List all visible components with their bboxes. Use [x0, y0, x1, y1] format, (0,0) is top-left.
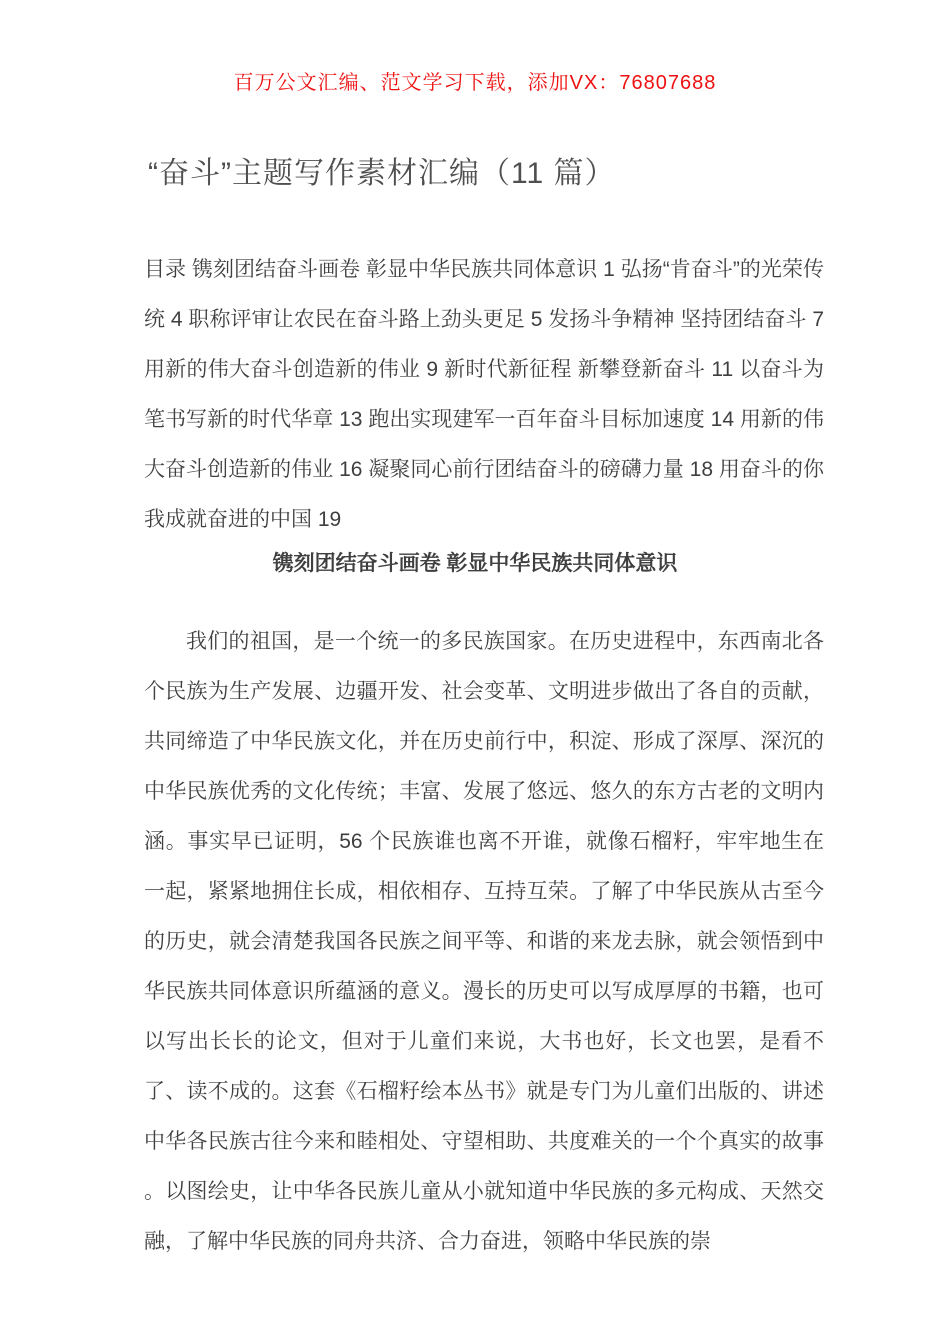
section-heading: 镌刻团结奋斗画卷 彰显中华民族共同体意识: [272, 552, 678, 575]
promo-banner-text: 百万公文汇编、范文学习下载，添加VX：76807688: [233, 72, 717, 94]
body-paragraph: 我们的祖国，是一个统一的多民族国家。在历史进程中，东西南北各个民族为生产发展、边疆开发、社会变革、文明进步做出了各自的贡献，共同缔造了中华民族文化，并在历史前行中，积淀、形成了深厚、深沉的中华民族优秀的文化传统；丰富、发展了悠远、悠久的东方古老的文明内涵。事实早已证明，56 个民族谁也离不开谁，就像石榴籽，牢牢地生在一起，紧紧地拥住长成，相依相存、互持互荣。了解了中华民族从古至今的历史，就会清楚我国各民族之间平等、和谐的来龙去脉，就会领悟到中华民族共同体意识所蕴涵的意义。漫长的历史可以写成厚厚的书籍，也可以写出长长的论文，但对于儿童们来说，大书也好，长文也罢，是看不了、读不成的。这套《石榴籽绘本丛书》就是专门为儿童们出版的、讲述中华各民族古往今来和睦相处、守望相助、共度难关的一个个真实的故事 。以图绘史，让中华各民族儿童从小就知道中华民族的多元构成、天然交融，了解中华民族的同舟共济、合力奋进，领略中华民族的崇: [144, 630, 824, 1253]
table-of-contents: 目录 镌刻团结奋斗画卷 彰显中华民族共同体意识 1 弘扬“肯奋斗”的光荣传统 4 职称评审让农民在奋斗路上劲头更足 5 发扬斗争精神 坚持团结奋斗 7 用新的伟大奋斗创造新的伟业 9 新时代新征程 新攀登新奋斗 11 以奋斗为笔书写新的时代华章 13 跑出实现建军一百年奋斗目标加速度 14 用新的伟大奋斗创造新的伟业 16 凝聚同心前行团结奋斗的磅礴力量 18 用奋斗的你我成就奋进的中国 19: [144, 258, 824, 531]
document-title: “奋斗”主题写作素材汇编（11 篇）: [148, 157, 616, 190]
promo-banner: [0, 66, 950, 95]
